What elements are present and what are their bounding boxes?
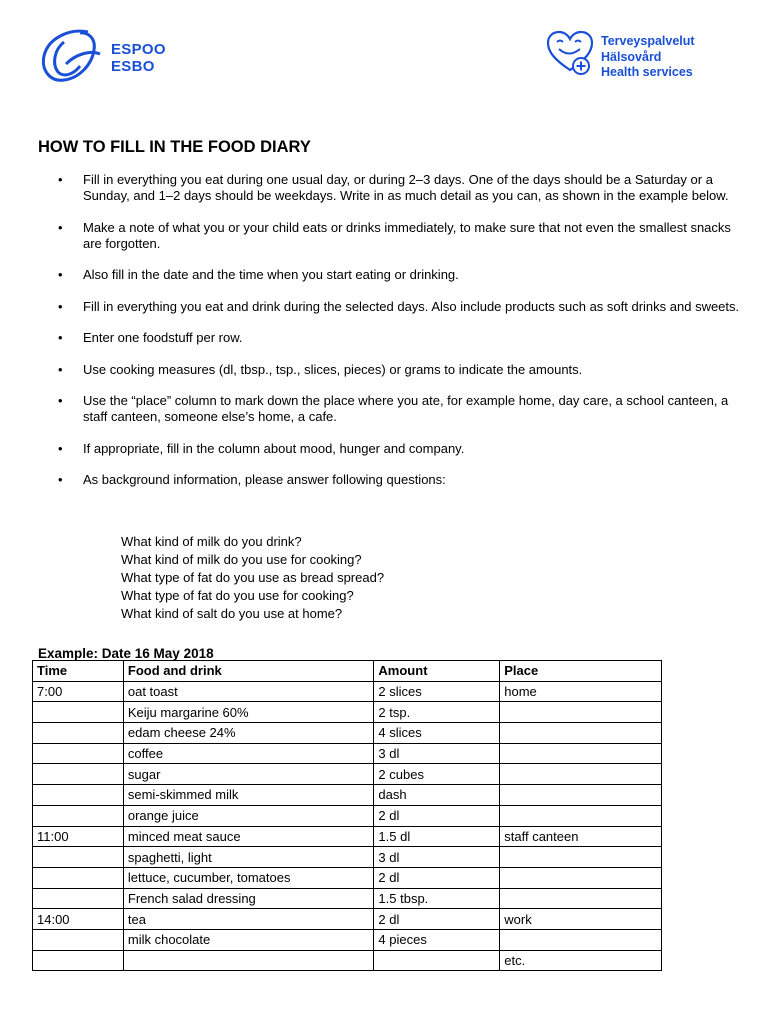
food-cell: oat toast [123,681,374,702]
health-logo-line2: Hälsovård [601,49,662,64]
instruction-item: • Fill in everything you eat during one usual day, or during 2–3 days. One of the days should be a Saturday or a Sunday, and 1–2 days should be weekdays. Write in as much detail as you can, as shown in the example below. [38,172,748,204]
table-row [33,723,662,744]
place-cell [500,847,662,868]
table-row [33,681,662,702]
time-cell [33,847,124,868]
question-line: What kind of milk do you use for cooking? [121,552,362,567]
header-time: Time [33,661,124,682]
food-cell: semi-skimmed milk [123,785,374,806]
amount-cell [374,950,500,971]
table-row [33,888,662,909]
instruction-item: • Use the “place” column to mark down the place where you ate, for example home, day care, a school canteen, a staff canteen, someone else’s home, a cafe. [38,393,748,425]
table-row [33,847,662,868]
amount-cell: 2 cubes [374,764,500,785]
place-cell [500,888,662,909]
food-cell: minced meat sauce [123,826,374,847]
health-logo-line3: Health services [601,65,693,79]
instruction-item: • Use cooking measures (dl, tbsp., tsp., slices, pieces) or grams to indicate the amounts. [38,362,748,378]
amount-cell: 4 slices [374,723,500,744]
amount-cell: 2 dl [374,867,500,888]
time-cell [33,950,124,971]
time-cell [33,785,124,806]
place-cell [500,785,662,806]
table-row [33,950,662,971]
example-diary-table [32,660,662,971]
table-header-row [33,661,662,682]
food-cell: milk chocolate [123,929,374,950]
time-cell [33,888,124,909]
table-row [33,867,662,888]
time-cell: 11:00 [33,826,124,847]
instruction-item: • Also fill in the date and the time when you start eating or drinking. [38,267,748,283]
time-cell [33,929,124,950]
health-services-logo [545,30,735,80]
question-line: What kind of salt do you use at home? [121,606,343,621]
place-cell [500,743,662,764]
amount-cell: 1.5 tbsp. [374,888,500,909]
food-cell: lettuce, cucumber, tomatoes [123,867,374,888]
espoo-logo-line1: ESPOO [111,41,166,58]
table-body [33,681,662,971]
espoo-logo [36,24,176,88]
question-line: What kind of milk do you drink? [121,534,302,549]
time-cell: 14:00 [33,909,124,930]
place-cell [500,805,662,826]
time-cell [33,743,124,764]
amount-cell: 4 pieces [374,929,500,950]
amount-cell: dash [374,785,500,806]
espoo-swirl-icon [36,24,106,88]
instruction-item: • If appropriate, fill in the column about mood, hunger and company. [38,441,748,457]
table-row [33,743,662,764]
food-cell: edam cheese 24% [123,723,374,744]
question-line: What type of fat do you use for cooking? [121,588,354,603]
amount-cell: 3 dl [374,743,500,764]
food-cell: orange juice [123,805,374,826]
instruction-item: • As background information, please answer following questions: [38,472,748,488]
place-cell [500,764,662,785]
table-row [33,785,662,806]
food-cell: spaghetti, light [123,847,374,868]
amount-cell: 2 slices [374,681,500,702]
place-cell: work [500,909,662,930]
instruction-item: • Make a note of what you or your child eats or drinks immediately, to make sure that not even the smallest snacks are forgotten. [38,220,748,252]
instruction-item: • Enter one foodstuff per row. [38,330,748,346]
table-row [33,805,662,826]
background-questions [121,533,384,623]
time-cell: 7:00 [33,681,124,702]
page-title: HOW TO FILL IN THE FOOD DIARY [38,138,311,156]
header-food-and-drink: Food and drink [123,661,374,682]
food-cell: tea [123,909,374,930]
place-cell: staff canteen [500,826,662,847]
food-cell: sugar [123,764,374,785]
espoo-logo-line2: ESBO [111,58,155,75]
amount-cell: 2 dl [374,909,500,930]
place-cell [500,867,662,888]
table-row [33,826,662,847]
place-cell [500,702,662,723]
place-cell: etc. [500,950,662,971]
time-cell [33,723,124,744]
example-title: Example: Date 16 May 2018 [38,646,214,661]
food-cell: coffee [123,743,374,764]
food-cell: French salad dressing [123,888,374,909]
table-row [33,764,662,785]
food-cell [123,950,374,971]
time-cell [33,805,124,826]
question-line: What type of fat do you use as bread spread? [121,570,385,585]
smiling-heart-icon [545,30,595,78]
time-cell [33,764,124,785]
amount-cell: 1.5 dl [374,826,500,847]
table-row [33,702,662,723]
header-place: Place [500,661,662,682]
header-amount: Amount [374,661,500,682]
instruction-item: • Fill in everything you eat and drink during the selected days. Also include products such as soft drinks and sweets. [38,299,748,315]
amount-cell: 3 dl [374,847,500,868]
place-cell [500,723,662,744]
place-cell [500,929,662,950]
table-row [33,909,662,930]
time-cell [33,867,124,888]
place-cell: home [500,681,662,702]
table-row [33,929,662,950]
instruction-list [38,172,748,504]
health-logo-line1: Terveyspalvelut [601,34,695,48]
food-cell: Keiju margarine 60% [123,702,374,723]
time-cell [33,702,124,723]
amount-cell: 2 tsp. [374,702,500,723]
amount-cell: 2 dl [374,805,500,826]
